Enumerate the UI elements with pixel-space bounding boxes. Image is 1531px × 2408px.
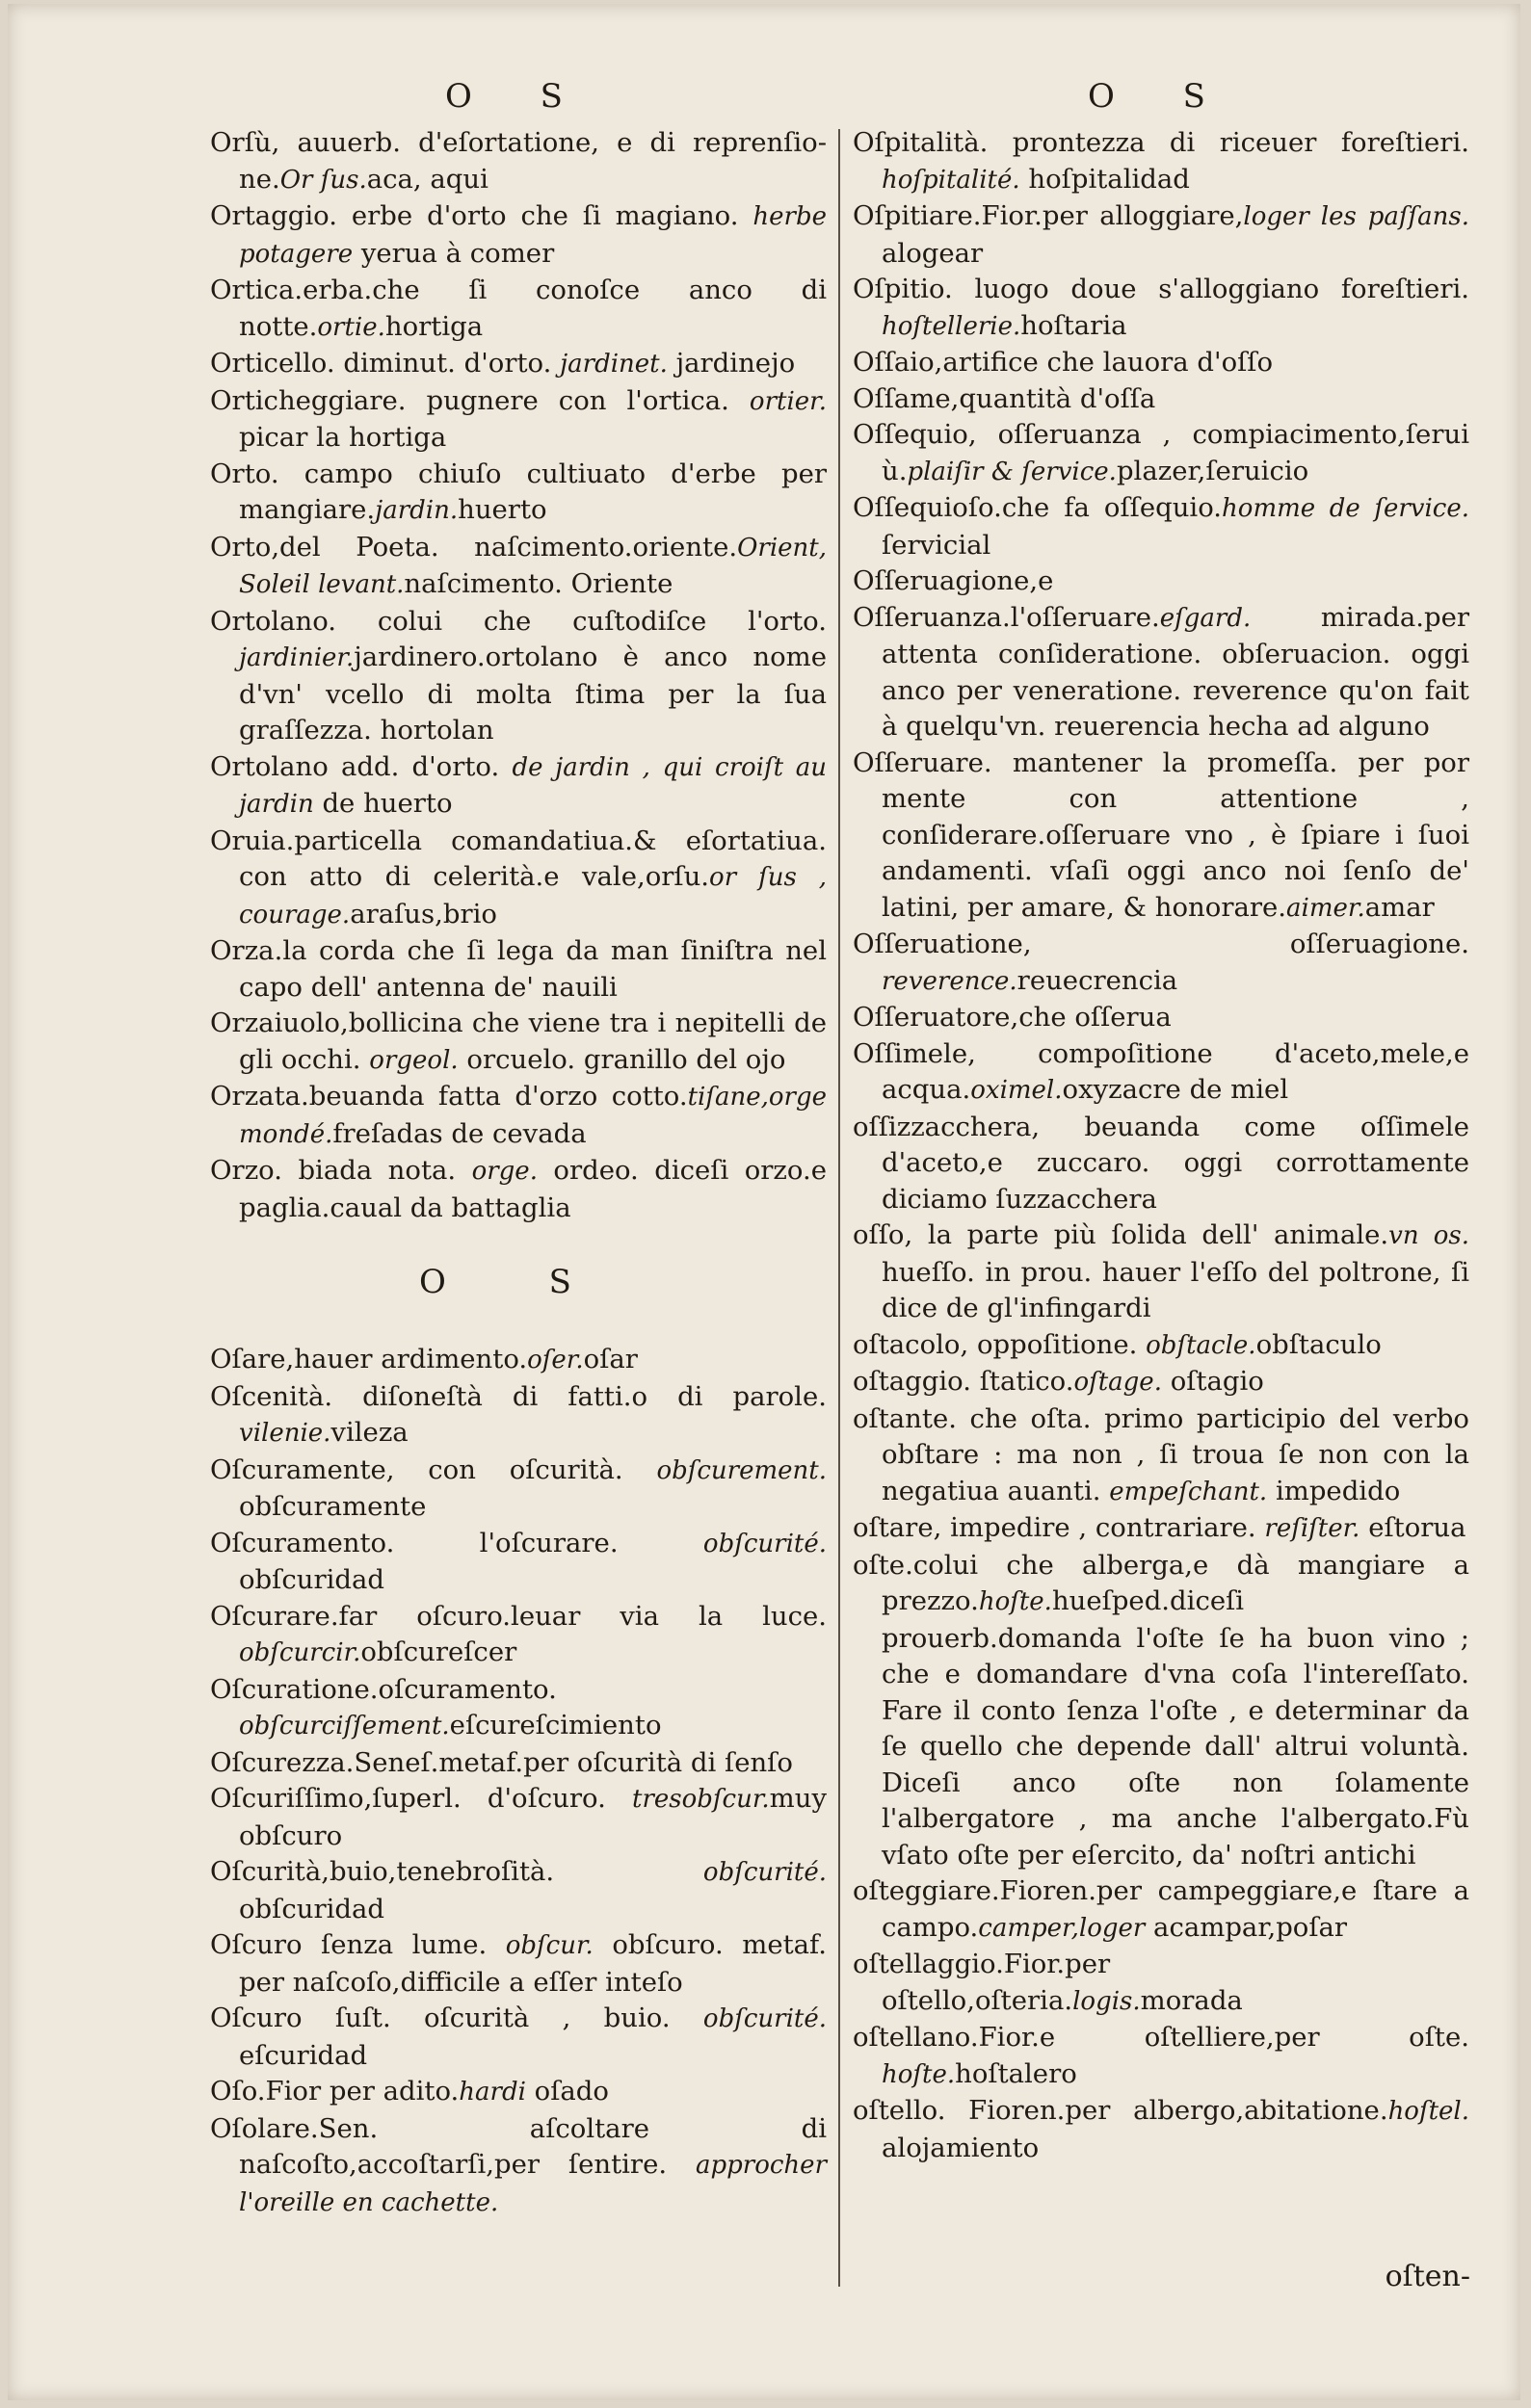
entry-spanish-gloss: freſadas de cevada [332,1117,587,1149]
entry-definition: add. d'orto. [328,750,513,782]
entry-definition: .Sen. aſcoltare di naſcoſto,accoſtarſi,per ſentire. [239,2112,827,2180]
entry-spanish-gloss: araſus,brio [350,898,497,929]
dictionary-entry [210,1781,827,1854]
entry-definition: . diſoneſtà di fatti.o di parole. [324,1380,827,1412]
entry-definition: . campo chiuſo cultiuato d'erbe per mangiare. [239,458,827,525]
entry-definition: , compoſitione d'aceto,mele,e acqua. [882,1037,1469,1105]
entry-spanish-gloss: eſcuridad [239,2039,368,2071]
entry-french-gloss: hardi [459,2078,526,2107]
entry-french-gloss: loger les paſſans. [1243,202,1469,231]
dictionary-entry [210,1006,827,1079]
entry-headword: Oſcuriſſimo [210,1783,364,1814]
entry-headword: oſſizzacchera [853,1111,1032,1142]
column-divider [838,129,840,2287]
entry-french-gloss: obſcurité. [702,1858,827,1887]
entry-headword: oſtare [853,1512,934,1543]
entry-spanish-gloss: yerua à comer [353,237,555,269]
entry-headword: Oſcuratione [210,1673,370,1705]
dictionary-entry [853,1510,1469,1548]
dictionary-entry [210,1672,827,1745]
entry-headword: Oſſeruanza [853,601,1003,633]
entry-definition: ſenza lume. [302,1929,506,1960]
entry-spanish-gloss: obſcuridad [239,1564,384,1595]
left-column [210,73,827,2221]
entry-french-gloss: jardinier. [239,643,355,672]
entry-definition: . mantener la promeſſa. per por mente con attentione , conſiderare.oſſeruare vno , è ſpiare i ſuoi andamenti. vſaſi oggi anco noi ſenſo de' latini, per amare, & honorare. [882,746,1469,923]
dictionary-entry [210,1854,827,1927]
left-entries-bottom [210,1342,827,2221]
entry-definition: , la parte più ſolida dell' animale. [904,1219,1389,1250]
dictionary-entry [210,749,827,824]
entry-spanish-gloss: hortiga [384,310,484,342]
entry-definition: ,artifice che lauora d'oſſo [934,347,1274,378]
entry-french-gloss: hoſtel. [1387,2097,1469,2126]
dictionary-entry [853,198,1469,272]
dictionary-entry [210,2001,827,2074]
entry-definition: .Fior per adito. [256,2076,460,2107]
entry-headword: Orzaiuolo [210,1008,340,1038]
dictionary-entry [853,1000,1469,1036]
entry-definition: , oſſeruanza , compiacimento,ſerui ù. [882,419,1469,486]
entry-definition: ,hauer ardimento. [285,1344,528,1374]
entry-headword: Oſſequioſo [853,492,994,523]
entry-french-gloss: vilenie. [239,1419,331,1448]
entry-definition: . Fioren.per albergo,abitatione. [937,2095,1388,2126]
entry-spanish-gloss: hoſtaria [1020,309,1127,341]
entry-spanish-gloss: aca, aqui [366,163,488,195]
dictionary-entry [210,530,827,604]
dictionary-entry [210,383,827,457]
entry-spanish-gloss: oſtagio [1161,1366,1264,1397]
entry-french-gloss: tresobſcur. [632,1785,770,1814]
entry-headword: oſteggiare [853,1875,991,1906]
dictionary-page [8,4,1520,2400]
dictionary-entry [210,1079,827,1153]
entry-spanish-gloss: jardinero.ortolano è anco nome d'vn' vcello di molta ſtima per la ſua graſſezza. hortolan [239,641,827,746]
entry-definition: . ſtatico. [963,1366,1074,1397]
entry-spanish-gloss: oſado [525,2076,609,2107]
left-section-subheader: O S [419,1263,618,1301]
entry-definition: .colui che alberga,e dà mangiare a prezzo. [882,1549,1469,1616]
dictionary-entry [853,1548,1469,1874]
entry-french-gloss: homme de ſervice. [1222,494,1470,523]
entry-definition: .Fior.per oſtello,oſteria. [882,1949,1111,2016]
entry-spanish-gloss: huerto [458,494,547,525]
right-entries [853,125,1469,2166]
entry-definition: ,ſuperl. d'oſcuro. [363,1783,632,1814]
entry-headword: Oſſeruatione [853,929,1023,959]
dictionary-entry [210,824,827,934]
entry-french-gloss: vn os. [1388,1221,1469,1250]
entry-spanish-gloss: eſtorua [1359,1512,1466,1543]
entry-definition: . l'oſcurare. [385,1527,703,1558]
entry-definition: . pugnere con l'ortica. [397,384,750,416]
entry-french-gloss: Orient, Soleil levant. [239,533,827,599]
entry-spanish-gloss: morada [1140,1984,1243,2016]
entry-spanish-gloss: de huerto [313,788,453,819]
dictionary-entry [853,1873,1469,1947]
entry-headword: Oſpitalità [853,127,980,158]
dictionary-entry [210,1453,827,1526]
entry-spanish-gloss: obſtaculo [1255,1328,1382,1360]
left-column-header: O S [445,77,592,116]
entry-spanish-gloss: reuecrencia [1016,964,1178,996]
entry-headword: Orticello [210,348,327,379]
dictionary-entry [210,2074,827,2111]
entry-headword: Orſù [210,127,272,158]
entry-french-gloss: obſcurité. [702,2004,827,2033]
entry-spanish-gloss: alojamiento [882,2132,1040,2163]
entry-definition: .Fior.e oſtelliere,per oſte. [969,2022,1469,2053]
entry-definition: . erbe d'orto che ſi magiano. [329,200,753,231]
entry-spanish-gloss: plazer,ſeruicio [1116,455,1309,486]
entry-definition: , con oſcurità. [385,1453,657,1485]
entry-french-gloss: hoſtellerie. [882,311,1021,341]
entry-french-gloss: aimer. [1286,893,1365,923]
entry-definition: ,bollicina che viene tra i nepitelli de gli occhi. [239,1008,827,1075]
entry-spanish-gloss: acampar,poſar [1145,1911,1348,1943]
entry-headword: Orticheggiare [210,384,398,416]
entry-french-gloss: orge. [471,1157,538,1186]
entry-headword: Orto [210,458,271,489]
entry-definition: .oſcuramento. [369,1673,557,1705]
entry-definition: . diminut. d'orto. [326,348,561,379]
entry-definition: .la corda che ſi lega da man ſiniſtra nel capo dell' antenna de' nauili [239,935,827,1003]
dictionary-entry [210,1342,827,1379]
entry-french-gloss: logis. [1072,1986,1141,2016]
dictionary-entry [210,1379,827,1453]
dictionary-entry [210,198,827,273]
entry-definition: . che oſta. primo participio del verbo obſtare : ma non , ſi troua ſe non con la negatiua auanti. [882,1402,1469,1506]
dictionary-entry [210,125,827,198]
entry-definition: . luogo doue s'alloggiano foreſtieri. [944,274,1469,304]
dictionary-entry [853,1217,1469,1327]
entry-headword: Oſcurezza [210,1746,346,1778]
entry-french-gloss: jardin. [375,496,459,525]
dictionary-entry [210,1599,827,1672]
entry-headword: Oſcurità [210,1856,322,1887]
entry-french-gloss: de jardin , qui croiſt au jardin [239,752,827,819]
dictionary-entry [210,1745,827,1782]
entry-headword: Oſcuramento [210,1527,386,1558]
dictionary-entry [853,125,1469,198]
dictionary-entry [853,1364,1469,1401]
dictionary-entry [853,927,1469,1000]
entry-definition: ,e [1029,565,1054,596]
entry-french-gloss: camper,loger [978,1913,1146,1943]
entry-headword: oſtacolo [853,1328,961,1360]
entry-french-gloss: herbe potagere [239,202,827,269]
entry-definition: .Fioren.per campeggiare,e ſtare a campo. [882,1875,1469,1943]
entry-headword: Oſſequio [853,419,968,450]
entry-french-gloss: oſtage. [1073,1368,1162,1397]
entry-definition: ,quantità d'oſſa [950,382,1156,414]
entry-definition: .l'oſſeruare. [1002,601,1160,633]
entry-spanish-gloss: hueſſo. in prou. hauer l'eſſo del poltrone, ſi dice de gl'infingardi [882,1256,1469,1323]
entry-french-gloss: hoſte. [882,2059,956,2089]
entry-headword: Oſſeruare [853,746,984,778]
entry-french-gloss: ortier. [749,386,827,416]
entry-headword: Oſpitiare [853,200,973,231]
dictionary-entry [853,2093,1469,2166]
entry-french-gloss: oximel. [970,1076,1063,1105]
entry-definition: . biada nota. [274,1155,472,1186]
entry-headword: Ortaggio [210,200,330,231]
entry-spanish-gloss: orcuelo. granillo del ojo [458,1043,786,1075]
entry-headword: Oſſaio [853,347,935,378]
entry-spanish-gloss: hoſpitalidad [1019,163,1190,195]
entry-spanish-gloss: hoſtalero [955,2057,1077,2089]
entry-french-gloss: empeſchant. [1109,1477,1268,1506]
entry-headword: Oſare [210,1344,286,1374]
entry-headword: Orzo [210,1155,275,1186]
dictionary-entry [853,490,1469,563]
entry-headword: oſtante [853,1402,949,1434]
entry-headword: Oſcurare [210,1600,330,1632]
dictionary-entry [210,457,827,530]
dictionary-entry [210,1927,827,2001]
entry-french-gloss: tiſane,orge mondé. [239,1083,827,1149]
entry-french-gloss: obſcurcir. [239,1638,361,1667]
entry-definition: ,buio,tenebroſità. [321,1856,703,1887]
dictionary-entry [853,2020,1469,2093]
entry-spanish-gloss: amar [1364,891,1435,923]
entry-headword: Oſcuro [210,1929,303,1960]
entry-headword: Oſcenità [210,1380,325,1412]
entry-french-gloss: obſcurité. [702,1529,827,1558]
entry-spanish-gloss: alogear [882,237,984,269]
entry-definition: . prontezza di riceuer foreſtieri. [979,127,1469,158]
entry-french-gloss: hoſpitalité. [882,165,1020,195]
entry-spanish-gloss: ordeo. diceſi orzo.e paglia.caual da battaglia [239,1155,828,1223]
entry-spanish-gloss: jardinejo [667,348,796,379]
entry-headword: Oſſeruagione [853,565,1030,596]
dictionary-entry [853,746,1469,928]
entry-french-gloss: or ſus , courage. [239,863,827,929]
entry-headword: Oſſeruatore [853,1002,1011,1033]
catchword: oſten- [1385,2260,1470,2293]
entry-definition: , impedire , contrariare. [933,1512,1265,1543]
entry-headword: oſte [853,1549,906,1581]
dictionary-entry [210,933,827,1006]
dictionary-entry [210,2111,827,2222]
entry-headword: Oſcuro [210,2002,303,2033]
right-column-header: O S [1088,77,1234,116]
entry-french-gloss: reverence. [882,966,1017,996]
entry-definition: , beuanda come oſſimele d'aceto,e zuccaro. oggi corrottamente diciamo ſuzzacchera [882,1111,1469,1215]
dictionary-entry [210,346,827,383]
entry-definition: ſuſt. oſcurità , buio. [302,2002,703,2033]
entry-definition: , auuerb. d'eſortatione, e di reprenſio-ne. [239,127,827,195]
entry-spanish-gloss: hueſped.diceſi prouerb.domanda l'oſte ſe ha buon vino ; che e domandare d'vna coſa l'intereſſato. Fare il conto ſenza l'oſte , e determinar da ſe quello che depende dall' altrui voluntà. Diceſi anco oſte non ſolamente l'albergatore , ma anche l'albergato.Fù vſato oſte per eſercito, da' noſtri antichi [882,1585,1469,1871]
entry-headword: Oruia [210,824,286,856]
dictionary-entry [853,417,1469,490]
entry-french-gloss: plaiſir & ſervice. [907,457,1117,486]
entry-headword: Ortolano [210,605,329,637]
entry-spanish-gloss: obſcuridad [239,1893,384,1924]
dictionary-entry [210,273,827,346]
entry-french-gloss: obſcurciſſement. [239,1712,450,1741]
entry-french-gloss: obſcurement. [656,1455,827,1485]
entry-headword: Ortica [210,275,295,305]
entry-definition: .Seneſ.metaf.per oſcurità di ſenſo [345,1746,793,1778]
dictionary-entry [853,1401,1469,1511]
entry-definition: , oſſeruagione. [1022,929,1469,959]
entry-headword: Oſſimele [853,1037,968,1069]
entry-spanish-gloss: vileza [330,1417,409,1448]
entry-headword: Oſcuramente [210,1453,386,1485]
entry-spanish-gloss: mirada.per attenta conſideratione. obſeruacion. oggi anco per veneratione. reverence qu'on fait à quelqu'vn. reuerencia hecha ad alguno [882,601,1469,742]
entry-spanish-gloss: naſcimento. Oriente [404,568,673,599]
entry-french-gloss: oſer. [527,1346,584,1374]
entry-definition: .che fa oſſequio. [993,492,1223,523]
entry-french-gloss: orgeol. [369,1045,459,1075]
dictionary-entry [853,600,1469,746]
dictionary-entry [853,1036,1469,1110]
dictionary-entry [853,1110,1469,1218]
entry-definition: .Fior.per alloggiare, [972,200,1244,231]
left-entries-top [210,125,827,1226]
entry-headword: Orto [210,531,272,563]
entry-spanish-gloss: obſcureſcer [360,1636,517,1667]
entry-spanish-gloss: picar la hortiga [239,422,447,453]
dictionary-entry [853,1947,1469,2020]
dictionary-entry [853,381,1469,418]
entry-headword: Oſolare [210,2112,310,2144]
entry-headword: Oſo [210,2076,257,2107]
dictionary-entry [210,1526,827,1599]
entry-french-gloss: hoſte. [978,1587,1052,1616]
entry-headword: oſtellano [853,2022,970,2053]
entry-spanish-gloss: ſervicial [882,529,991,561]
entry-spanish-gloss: impedido [1267,1475,1401,1506]
entry-french-gloss: eſgard. [1159,603,1252,633]
entry-definition: . colui che cuſtodiſce l'orto. [328,605,827,637]
entry-french-gloss: ortie. [317,312,385,342]
entry-french-gloss: Or ſus. [279,165,367,195]
entry-spanish-gloss: oxyzacre de miel [1062,1074,1289,1105]
right-column [853,73,1469,2166]
dictionary-entry [210,604,827,749]
dictionary-entry [853,345,1469,381]
entry-french-gloss: jardinet. [560,350,668,379]
entry-definition: .far oſcuro.leuar via la luce. [330,1600,827,1632]
entry-french-gloss: reſiſter. [1264,1514,1360,1543]
entry-definition: .beuanda fatta d'orzo cotto. [301,1081,688,1112]
entry-headword: oſtellaggio [853,1949,996,1979]
entry-spanish-gloss: muy obſcuro [239,1783,827,1851]
entry-headword: oſſo [853,1219,905,1250]
entry-headword: Oſpitio [853,274,945,304]
dictionary-entry [853,272,1469,345]
entry-headword: Oſſame [853,382,951,414]
dictionary-entry [853,1327,1469,1365]
entry-definition: ,del Poeta. naſcimento.oriente. [271,531,738,563]
entry-definition: ,che oſſerua [1010,1002,1172,1033]
entry-spanish-gloss: obſcuramente [239,1491,427,1522]
entry-headword: Orzata [210,1081,302,1112]
entry-spanish-gloss: obſcuro. metaf. per naſcoſo,difficile a eſſer inteſo [239,1929,827,1998]
entry-spanish-gloss: oſar [583,1344,638,1374]
entry-definition: , oppoſitione. [960,1328,1147,1360]
entry-headword: oſtello [853,2095,937,2126]
entry-french-gloss: approcher l'oreille en cachette. [239,2151,827,2217]
entry-definition: .erba.che ſi conoſce anco di notte. [239,275,827,342]
dictionary-entry [853,563,1469,600]
entry-french-gloss: obſcur. [505,1931,594,1960]
entry-spanish-gloss: eſcureſcimiento [449,1710,662,1741]
entry-french-gloss: obſtacle. [1146,1330,1256,1360]
entry-headword: oſtaggio [853,1366,963,1397]
dictionary-entry [210,1153,827,1226]
entry-definition: .particella comandatiua.& eſortatiua. con atto di celerità.e vale,orſu. [239,824,827,892]
entry-headword: Ortolano [210,750,329,782]
entry-headword: Orza [210,935,275,966]
